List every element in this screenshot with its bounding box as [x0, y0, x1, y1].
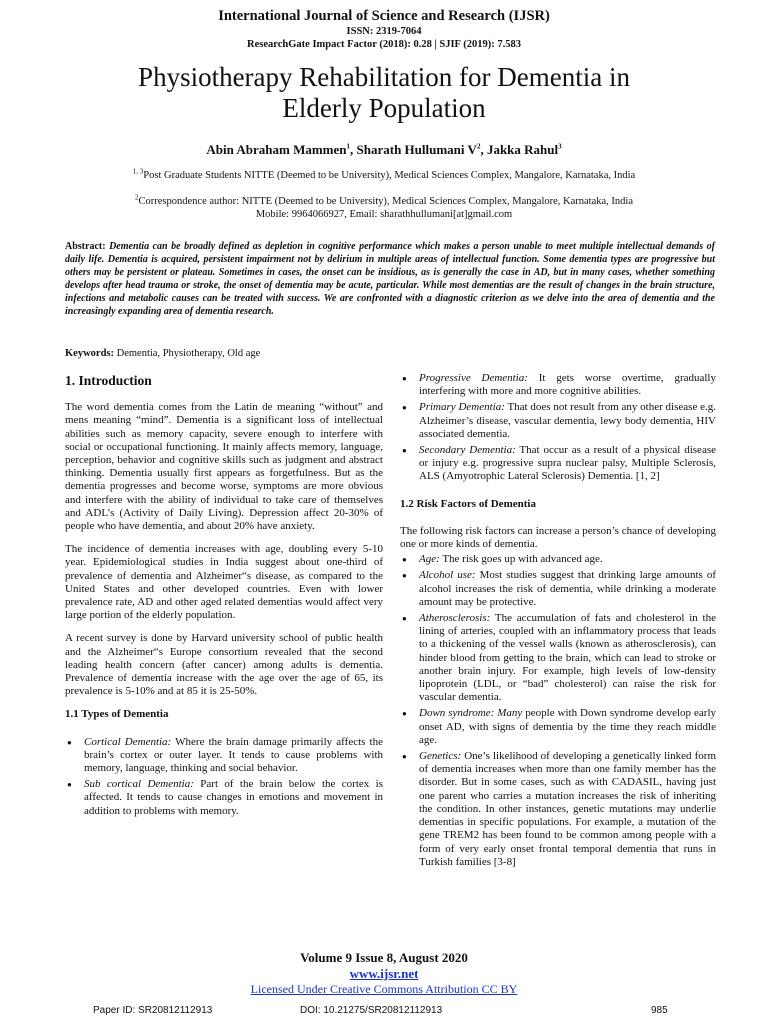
abstract [65, 240, 715, 318]
list-item-text: The accumulation of fats and cholesterol in the lining of arteries, coupled with an inflammatory process that leads to a thickening of the vessel walls (known as atherosclerosis), can hinder blood from getting to the brain, which can lead to stroke or another brain injury. For example, high levels of low-density lipoprotein (LDL, or “bad” cholesterol) can raise the risk for vascular dementia. [419, 612, 716, 704]
bullet-icon: ● [67, 737, 72, 747]
risk-intro: The following risk factors can increase a person’s chance of developing one or more kinds of dementia. [400, 524, 716, 551]
website-link[interactable]: www.ijsr.net [349, 966, 419, 981]
affiliation-2-text: Correspondence author: NITTE (Deemed to be University), Medical Sciences Complex, Mangalore, Karnataka, India [138, 196, 633, 207]
abstract-text: Dementia can be broadly defined as depletion in cognitive performance which makes a person unable to meet multiple intellectual demands of daily life. Dementia is acquired, persistent impairment not by delirium in multiple areas of intellectual function. Some dementia types are progressive but others may be persistent or plateau. Sometimes in cases, the onset can be insidious, as is generally the case in AD, but in many cases, whether something develops after head trauma or stroke, the onset of dementia may be acute, particular. While most dementias are the result of changes in the brain structure, infections and metabolic causes can be treated with success. We are confronted with a diagnostic criterion as we delve into the area of dementia and the increasingly expanding area of dementia research. [65, 241, 716, 317]
bullet-icon: ● [402, 709, 407, 719]
list-item-term: Sub cortical Dementia: [84, 778, 194, 791]
license-link[interactable]: Licensed Under Creative Commons Attribution CC BY [250, 982, 518, 996]
paper-title [60, 62, 708, 124]
list-item-text: Part of the brain below the cortex is affected. It tends to cause changes in emotions and movement in addition to problems with memory. [84, 778, 383, 817]
list-item-text: That does not result from any other disease e.g. Alzheimer’s disease, vascular dementia, lewy body dementia, HIV associated dementia. [419, 401, 716, 440]
list-item [400, 707, 716, 747]
section-heading-introduction: 1. Introduction [65, 373, 152, 388]
bullet-icon: ● [402, 446, 407, 456]
list-item [400, 612, 716, 704]
risk-factors-list [400, 553, 716, 869]
right-column [400, 372, 716, 877]
list-item [400, 401, 716, 441]
list-item-term: Alcohol use: [419, 569, 476, 582]
list-item-text: One’s likelihood of developing a genetically linked form of dementia increases when more than one family member has the disorder. But in some cases, such as with CADASIL, having just one parent who carries a mutation increases the risk of inheriting the condition. In other instances, genetic mutations may underlie dementias in specific populations. For example, a mutation of the gene TREM2 has been found to be common among people with a form of very early onset frontal temporal dementia that runs in Turkish families [3-8] [419, 750, 717, 868]
title-line-2: Elderly Population [282, 93, 486, 123]
list-item-term: Secondary Dementia: [419, 444, 516, 457]
author-2-sup: 2 [476, 142, 481, 151]
bullet-icon: ● [402, 752, 407, 762]
types-list [65, 736, 383, 818]
title-line-1: Physiotherapy Rehabilitation for Dementia in [138, 62, 630, 92]
journal-footer [0, 950, 768, 997]
volume-issue: Volume 9 Issue 8, August 2020 [300, 950, 468, 965]
list-item-term: Progressive Dementia: [419, 372, 528, 384]
list-item-term: Genetics: [419, 750, 462, 763]
bullet-icon: ● [402, 571, 407, 581]
paper-id: Paper ID: SR20812112913 [93, 1005, 213, 1016]
list-item-term: Cortical Dementia: [84, 735, 172, 748]
subsection-heading-risk-factors: 1.2 Risk Factors of Dementia [400, 497, 536, 510]
list-item-text: Most studies suggest that drinking large amounts of alcohol increases the risk of dementia, while drinking a moderate amount may be protective. [419, 569, 716, 608]
author-list: Abin Abraham Mammen$^1$, Sharath Hullumani $V^2$, Jakka Rahul$^3$ [206, 142, 562, 157]
issn: ISSN: 2319-7064 [346, 26, 422, 37]
keywords-label: Keywords: [65, 348, 114, 359]
author-2: Sharath Hullumani V [356, 142, 477, 157]
list-item [400, 750, 716, 869]
list-item [65, 736, 383, 776]
impact-factor: ResearchGate Impact Factor (2018): 0.28 | SJIF (2019): 7.583 [247, 39, 521, 50]
list-item [400, 553, 716, 566]
abstract-label: Abstract: [65, 241, 106, 252]
list-item-term: Primary Dementia: [419, 401, 505, 414]
types-list-continued [400, 372, 716, 484]
affiliation-1-text: Post Graduate Students NITTE (Deemed to be University), Medical Sciences Complex, Mangalore, Karnataka, India [143, 170, 636, 181]
intro-paragraph-2: The incidence of dementia increases with age, doubling every 5-10 year. Epidemiological studies in India suggest about one-third of prevalence of dementia and Alzheimer“s disease, as compared to the United States and other developed countries. Even with lower prevalence rate, AD and other aged related dementias would affect very large portion of the elderly population. [65, 543, 383, 622]
bullet-icon: ● [67, 780, 72, 790]
list-item-text: That occur as a result of a physical disease or injury e.g. progressive supra nuclear palsy, Multiple Sclerosis, ALS (Amyotrophic Lateral Sclerosis) Dementia. [1, 2] [419, 444, 716, 483]
list-item-text: It gets worse overtime, gradually interfering with more and more cognitive abilities. [419, 372, 716, 398]
list-item-text: The risk goes up with advanced age. [442, 553, 603, 566]
intro-paragraph-1: The word dementia comes from the Latin de meaning “without” and mens meaning “mind”. Dementia is a significant loss of intellectual abilities such as memory capacity, severe enough to interfere with social or occupational functioning. It mainly affects memory, language, perception, behavior and cognitive skills such as judgment and abstract thinking. Dementia usually first appears as forgetfulness. But as the dementia progresses and become worse, symptoms are more obvious and interfere with the ability of individual to take care of themselves and ADL’s (Activity of Daily Living). Depression affect 20-30% of people who have dementia, and about 20% have anxiety. [65, 401, 383, 533]
keywords [65, 348, 715, 359]
bullet-icon: ● [402, 403, 407, 413]
author-1: Abin Abraham Mammen [206, 142, 347, 157]
affiliation-2-sup: 2 [135, 193, 139, 202]
list-item-text: people with Down syndrome develop early onset AD, with signs of dementia by the time they reach middle age. [419, 707, 717, 746]
list-item-term: Age: [419, 553, 440, 566]
contact-info: Mobile: 9964066927, Email: sharathhullumani[at]gmail.com [255, 209, 513, 220]
doi: DOI: 10.21275/SR20812112913 [300, 1005, 443, 1016]
affiliation-1 [0, 169, 768, 182]
list-item-text: Where the brain damage primarily affects the brain’s cortex or outer layer. It tends to cause problems with memory, language, thinking and social behavior. [84, 735, 383, 775]
subsection-heading-types: 1.1 Types of Dementia [65, 708, 169, 721]
bullet-icon: ● [402, 555, 407, 565]
bullet-icon: ● [402, 614, 407, 624]
list-item [400, 372, 716, 398]
journal-header [0, 8, 768, 51]
author-3-sup: 3 [558, 142, 562, 151]
list-item [400, 444, 716, 484]
author-1-sup: 1 [346, 142, 351, 151]
affiliation-1-sup: 1, 3 [132, 167, 144, 176]
journal-name: International Journal of Science and Research (IJSR) [218, 8, 550, 24]
page-number: 985 [651, 1005, 668, 1016]
list-item [65, 778, 383, 818]
list-item-term: Atherosclerosis: [419, 612, 491, 625]
list-item [400, 569, 716, 609]
list-item-term: Down syndrome: Many [419, 707, 523, 720]
bullet-icon: ● [402, 374, 407, 383]
author-3: Jakka Rahul [486, 142, 559, 157]
left-column [65, 372, 383, 826]
keywords-text: Dementia, Physiotherapy, Old age [116, 348, 261, 359]
affiliation-2 [0, 195, 768, 221]
intro-paragraph-3: A recent survey is done by Harvard university school of public health and the Alzheimer“s Europe consortium revealed that the second leading health concern (after cancer) among adults is dementia. Prevalence of dementia increase with the age over the age of 65, its prevalence is 5-10% and at 85 it is 25-50%. [65, 632, 383, 698]
